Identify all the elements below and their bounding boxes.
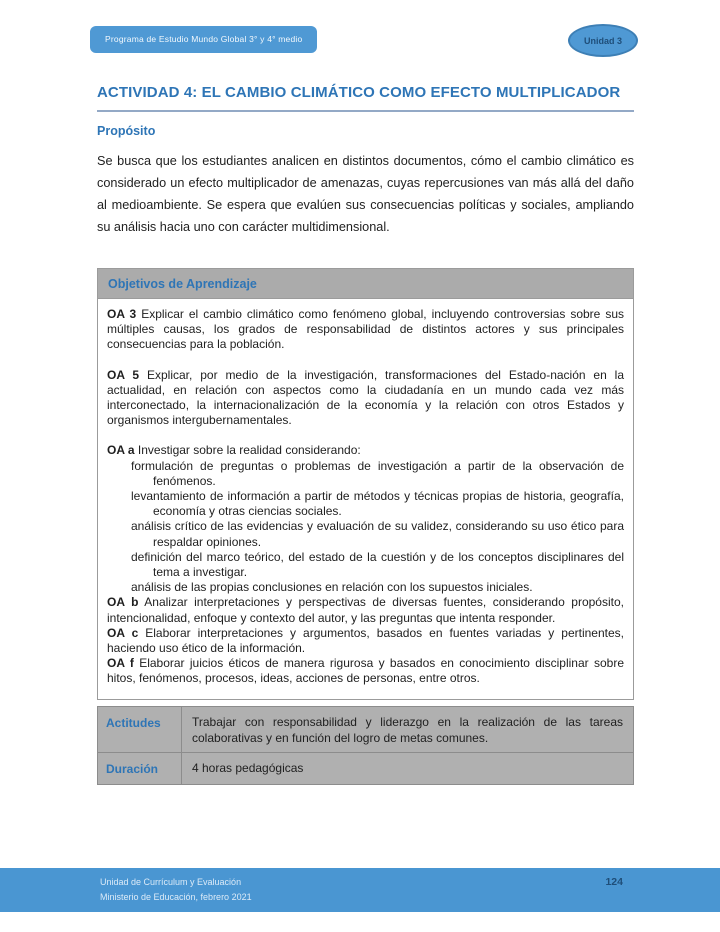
objective-oaf <box>107 656 624 686</box>
objective-oab-text: Analizar interpretaciones y perspectivas de diversas fuentes, considerando propósito, intencionalidad, enfoque y contexto del autor, y las preguntas que intenta responder. <box>107 595 624 625</box>
page-footer <box>0 868 720 912</box>
objectives-table <box>97 268 634 700</box>
objective-oaa-label: OA a <box>107 443 135 458</box>
sublist-item: análisis de las propias conclusiones en relación con los supuestos iniciales. <box>131 580 533 595</box>
objective-oa3-label: OA 3 <box>107 307 137 321</box>
objectives-table-body <box>98 299 633 699</box>
page-number: 124 <box>605 876 623 888</box>
sublist-item: levantamiento de información a partir de métodos y técnicas propias de historia, geografía, economía y otras ciencias sociales. <box>131 489 624 519</box>
proposito-heading: Propósito <box>97 124 156 138</box>
objective-oaa <box>107 443 624 458</box>
unit-badge: Unidad 3 <box>568 24 638 57</box>
objective-oac <box>107 626 624 656</box>
sublist-item: definición del marco teórico, del estado de la cuestión y de los conceptos disciplinares del tema a investigar. <box>131 549 624 580</box>
actitudes-label-cell: Actitudes <box>98 707 182 753</box>
footer-line1: Unidad de Currículum y Evaluación <box>100 877 242 887</box>
activity-title: ACTIVIDAD 4: EL CAMBIO CLIMÁTICO COMO EFECTO MULTIPLICADOR <box>97 84 621 101</box>
objective-oa3 <box>107 307 624 353</box>
sublist-item: análisis crítico de las evidencias y evaluación de su validez, considerando su uso ético para respaldar opiniones. <box>131 519 624 549</box>
duracion-value-cell: 4 horas pedagógicas <box>182 753 633 784</box>
objective-oa3-text: Explicar el cambio climático como fenómeno global, incluyendo controversias sobre sus múltiples causas, los grados de responsabilidad de distintos actores y sus principales consecuencias para la población. <box>107 307 624 352</box>
document-header <box>0 26 720 58</box>
objective-oaa-sublist <box>107 459 624 596</box>
proposito-paragraph: Se busca que los estudiantes analicen en distintos documentos, cómo el cambio climático es considerado un efecto multiplicador de amenazas, cuyas repercusiones van más allá del daño al medioambiente. Se espera que evalúen sus consecuencias políticas y sociales, ampliando su análisis hacia uno con carácter multidimensional. <box>97 154 634 234</box>
objective-oab-label: OA b <box>107 595 139 610</box>
title-divider <box>97 110 634 112</box>
actitudes-value-cell: Trabajar con responsabilidad y liderazgo en la realización de las tareas colaborativas y en función del logro de metas comunes. <box>182 707 633 753</box>
objective-oac-label: OA c <box>107 625 139 640</box>
objective-oaa-text: Investigar sobre la realidad considerando: <box>134 443 361 458</box>
objective-oac-text: Elaborar interpretaciones y argumentos, basados en fuentes variadas y pertinentes, haciendo uso ético de la información. <box>107 625 624 656</box>
objectives-table-header: Objetivos de Aprendizaje <box>98 269 633 299</box>
page-content <box>97 84 634 785</box>
objective-oa5-text: Explicar, por medio de la investigación, transformaciones del Estado-nación en la actualidad, en relación con aspectos como la ciudadanía en un mundo cada vez más interconectado, la internacionalización de la economía y la relación con otros Estados y organismos intergubernamentales. <box>107 367 625 428</box>
objective-oaf-label: OA f <box>107 656 134 671</box>
objective-oab <box>107 595 624 625</box>
footer-line2: Ministerio de Educación, febrero 2021 <box>100 892 252 902</box>
program-badge: Programa de Estudio Mundo Global 3° y 4° medio <box>90 26 317 53</box>
objective-oa5-label: OA 5 <box>107 367 140 382</box>
objective-oaf-text: Elaborar juicios éticos de manera rigurosa y basados en conocimiento disciplinar sobre hitos, fenómenos, procesos, ideas, acciones de personas, entre otros. <box>107 656 624 686</box>
objective-oa5 <box>107 368 624 429</box>
duracion-label-cell: Duración <box>98 753 182 784</box>
activity-info-table <box>97 706 634 785</box>
sublist-item: formulación de preguntas o problemas de investigación a partir de la observación de fenómenos. <box>131 458 624 488</box>
footer-org-text <box>100 875 252 905</box>
